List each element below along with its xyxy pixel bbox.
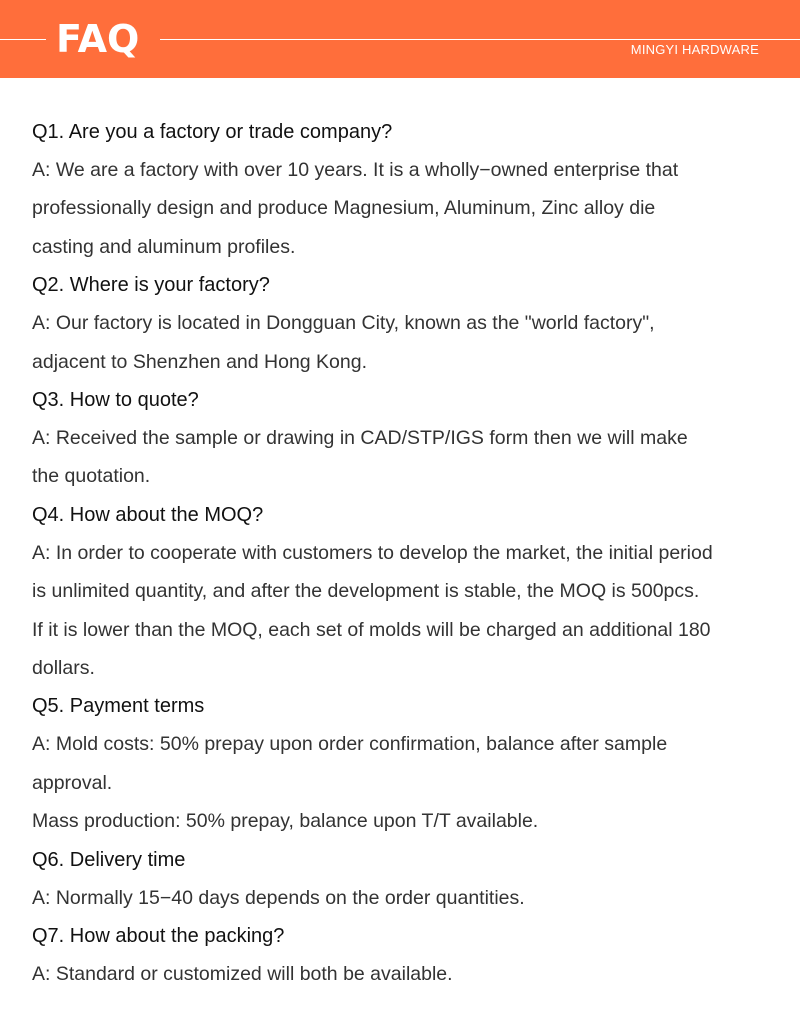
faq-answer-line: approval. (32, 771, 113, 794)
faq-question: Q6. Delivery time (32, 848, 186, 871)
faq-item-6 (32, 841, 780, 917)
brand-name: MINGYI HARDWARE (630, 42, 759, 57)
faq-question: Q5. Payment terms (32, 695, 205, 718)
faq-item-3 (32, 381, 780, 496)
faq-answer-line: Mass production: 50% prepay, balance upon T/T available. (32, 810, 539, 833)
faq-question: Q3. How to quote? (32, 389, 199, 412)
page-title: FAQ (56, 17, 140, 61)
faq-answer-line: casting and aluminum profiles. (32, 235, 296, 258)
faq-answer-line: professionally design and produce Magnesium, Aluminum, Zinc alloy die (32, 197, 656, 220)
faq-answer-line: A: Normally 15−40 days depends on the order quantities. (32, 886, 525, 909)
faq-item-7 (32, 917, 780, 993)
faq-answer-line: A: We are a factory with over 10 years. It is a wholly−owned enterprise that (32, 159, 679, 181)
faq-item-1 (32, 113, 780, 266)
header-rule-left (0, 39, 46, 40)
faq-answer-line: A: Standard or customized will both be available. (32, 963, 453, 986)
faq-item-5 (32, 687, 780, 840)
faq-list (32, 113, 780, 994)
faq-answer-line: A: Our factory is located in Dongguan City, known as the "world factory", (32, 312, 655, 335)
faq-question: Q2. Where is your factory? (32, 274, 270, 297)
faq-question: Q1. Are you a factory or trade company? (32, 121, 393, 143)
faq-answer-line: adjacent to Shenzhen and Hong Kong. (32, 350, 368, 373)
faq-answer-line: A: Mold costs: 50% prepay upon order confirmation, balance after sample (32, 733, 668, 756)
faq-question: Q4. How about the MOQ? (32, 503, 264, 526)
faq-question: Q7. How about the packing? (32, 925, 285, 948)
faq-answer-line: A: In order to cooperate with customers to develop the market, the initial period (32, 541, 713, 564)
faq-item-4 (32, 496, 780, 688)
header-rule-right (160, 39, 800, 40)
faq-answer-line: If it is lower than the MOQ, each set of molds will be charged an additional 180 (32, 618, 711, 641)
faq-item-2 (32, 266, 780, 381)
faq-answer-line: is unlimited quantity, and after the development is stable, the MOQ is 500pcs. (32, 580, 700, 603)
header-banner (0, 0, 800, 78)
faq-answer-line: the quotation. (32, 465, 151, 488)
faq-answer-line: dollars. (32, 657, 95, 680)
faq-answer-line: A: Received the sample or drawing in CAD/STP/IGS form then we will make (32, 427, 688, 450)
